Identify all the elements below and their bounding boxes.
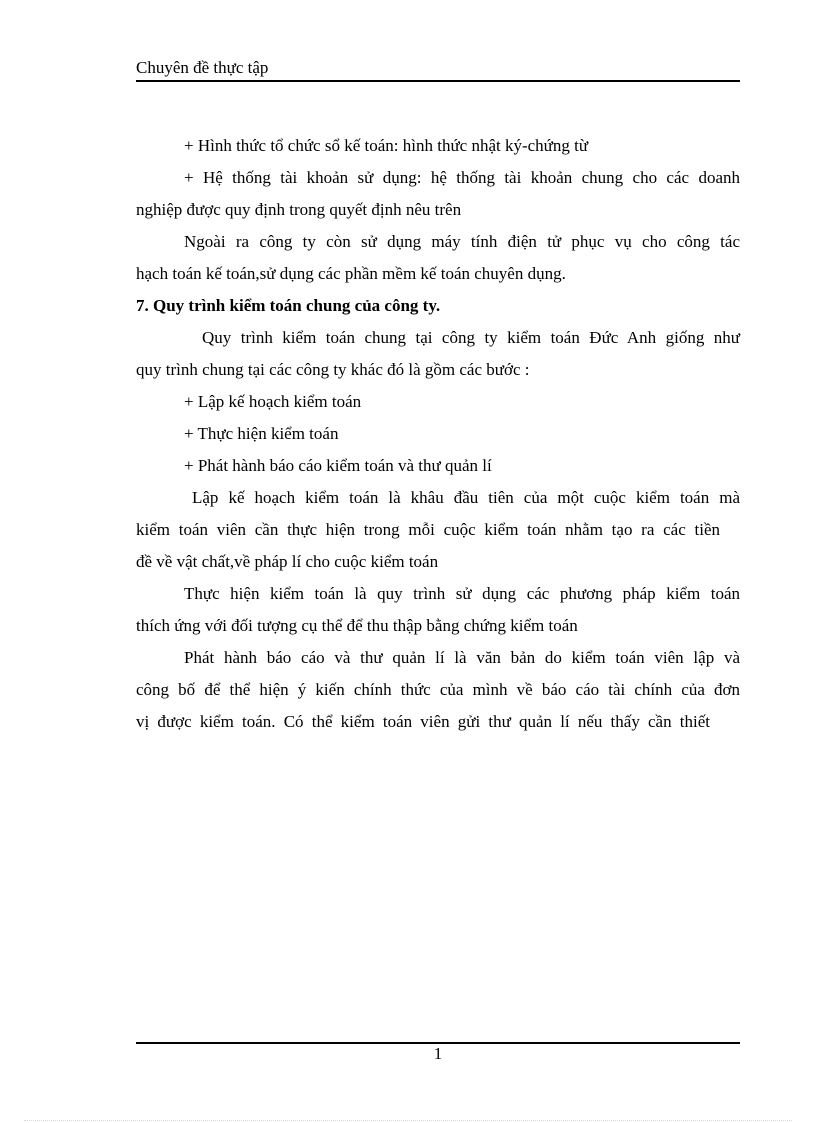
page-header xyxy=(136,58,740,82)
page-bottom-divider xyxy=(24,1120,792,1121)
list-item-reporting: + Phát hành báo cáo kiểm toán và thư quản lí xyxy=(184,456,492,475)
list-item-execution: + Thực hiện kiểm toán xyxy=(184,424,339,443)
text-line-computer-use-cont: hạch toán kế toán,sử dụng các phần mềm kế toán chuyên dụng. xyxy=(136,264,566,283)
text-line-process-intro-cont: quy trình chung tại các công ty khác đó là gồm các bước : xyxy=(136,360,530,379)
text-line-computer-use: Ngoài ra công ty còn sử dụng máy tính điện tử phục vụ cho công tác xyxy=(184,232,740,251)
text-line-planning-desc-cont: kiểm toán viên cần thực hiện trong mỗi cuộc kiểm toán nhằm tạo ra các tiền xyxy=(136,520,720,539)
text-line-reporting-desc-cont: công bố để thể hiện ý kiến chính thức của mình về báo cáo tài chính của đơn xyxy=(136,680,740,699)
list-item-planning: + Lập kế hoạch kiểm toán xyxy=(184,392,362,411)
section-heading: 7. Quy trình kiểm toán chung của công ty. xyxy=(136,296,441,315)
text-line-execution-desc-cont: thích ứng với đối tượng cụ thể để thu thập bằng chứng kiểm toán xyxy=(136,616,578,635)
text-line-form-bookkeeping: + Hình thức tổ chức sổ kế toán: hình thức nhật ký-chứng từ xyxy=(184,136,589,155)
text-line-account-system-cont: nghiệp được quy định trong quyết định nêu trên xyxy=(136,200,462,219)
page-number: 1 xyxy=(433,1044,443,1063)
text-line-account-system: + Hệ thống tài khoản sử dụng: hệ thống tài khoản chung cho các doanh xyxy=(184,168,740,187)
text-line-process-intro: Quy trình kiểm toán chung tại công ty kiểm toán Đức Anh giống như xyxy=(202,328,740,347)
text-line-reporting-desc: Phát hành báo cáo và thư quản lí là văn bản do kiểm toán viên lập và xyxy=(184,648,740,667)
text-line-execution-desc: Thực hiện kiểm toán là quy trình sử dụng các phương pháp kiểm toán xyxy=(184,584,740,603)
text-line-planning-desc: Lập kế hoạch kiểm toán là khâu đầu tiên của một cuộc kiểm toán mà xyxy=(192,488,740,507)
text-line-planning-desc-end: đề về vật chất,về pháp lí cho cuộc kiểm toán xyxy=(136,552,439,571)
text-line-reporting-desc-end: vị được kiểm toán. Có thể kiểm toán viên gửi thư quản lí nếu thấy cần thiết xyxy=(136,712,710,731)
header-title: Chuyên đề thực tập xyxy=(136,58,269,77)
